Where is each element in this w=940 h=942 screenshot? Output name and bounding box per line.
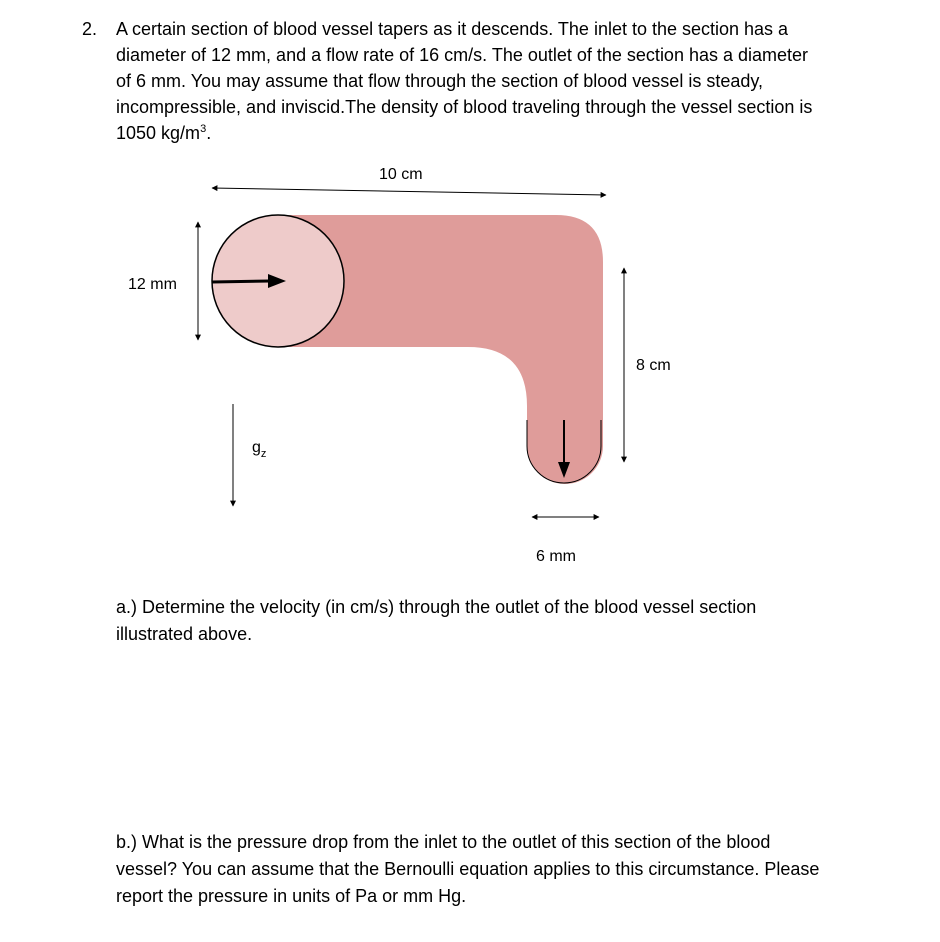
problem-number: 2. <box>82 19 98 39</box>
question-b-line-3: report the pressure in units of Pa or mm Hg. <box>116 886 467 906</box>
problem-line-1: A certain section of blood vessel tapers as it descends. The inlet to the section has a <box>116 19 789 39</box>
length-dimension-line <box>212 188 606 195</box>
question-a-line-1: a.) Determine the velocity (in cm/s) through the outlet of the blood vessel section <box>116 597 757 617</box>
problem-line-3: of 6 mm. You may assume that flow through the section of blood vessel is steady, <box>116 71 764 91</box>
problem-line-4: incompressible, and inviscid.The density of blood traveling through the vessel section is <box>116 97 813 117</box>
question-a-line-2: illustrated above. <box>116 624 253 644</box>
length-label: 10 cm <box>379 166 423 183</box>
question-b-line-2: vessel? You can assume that the Bernoulli equation applies to this circumstance. Please <box>116 859 820 879</box>
density-exponent: 3 <box>200 123 207 135</box>
height-label: 8 cm <box>636 357 671 374</box>
question-b-line-1: b.) What is the pressure drop from the inlet to the outlet of this section of the blood <box>116 832 771 852</box>
gravity-symbol: g <box>252 439 261 456</box>
outlet-diameter-label: 6 mm <box>536 548 576 565</box>
inlet-diameter-label: 12 mm <box>128 276 177 293</box>
problem-line-2: diameter of 12 mm, and a flow rate of 16 cm/s. The outlet of the section has a diameter <box>116 45 809 65</box>
gravity-subscript: z <box>260 448 267 460</box>
gravity-label <box>252 439 266 460</box>
question-a <box>116 594 906 648</box>
density-end: . <box>206 123 212 143</box>
inlet-flow-arrow <box>212 281 270 282</box>
question-b <box>116 829 916 910</box>
density-value: 1050 kg/m <box>116 123 201 143</box>
